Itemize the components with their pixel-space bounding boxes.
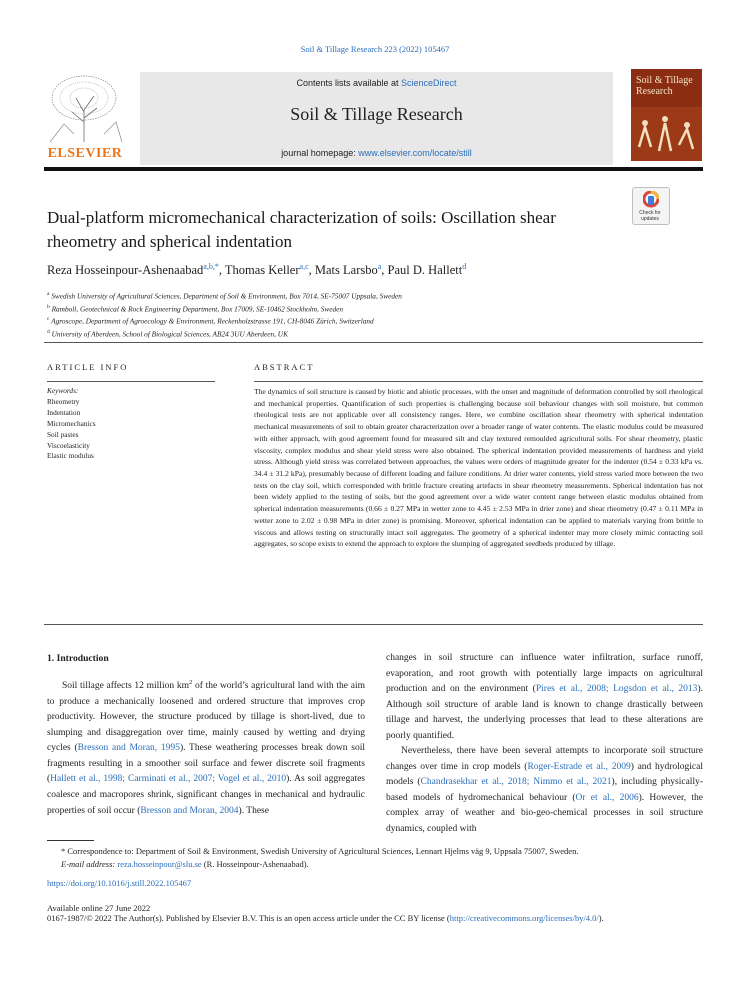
affiliation-text: University of Aberdeen, School of Biological Sciences, AB24 3UU Aberdeen, UK	[51, 329, 288, 339]
text-span: ). However, the complex array of weather and bio-geo-chemical processes in soil structure dynamics, coupled with	[386, 792, 703, 835]
affiliation-item	[47, 327, 707, 340]
abstract-rule	[254, 381, 703, 382]
journal-citation[interactable]: Soil & Tillage Research 223 (2022) 105467	[300, 44, 450, 54]
license-text: 0167-1987/© 2022 The Author(s). Published by Elsevier B.V. This is an open access article under the CC BY license (	[47, 913, 450, 923]
author-affiliation-marker[interactable]: a,c	[299, 262, 309, 271]
citation-link[interactable]: Roger-Estrade et al., 2009	[527, 761, 631, 772]
check-updates-label: Check for updates	[639, 210, 661, 222]
license-link[interactable]: http://creativecommons.org/licenses/by/4.0/	[449, 913, 599, 923]
available-online-date: Available online 27 June 2022	[47, 903, 151, 913]
affiliation-marker: c	[47, 316, 50, 323]
email-line	[47, 858, 703, 871]
header-rule	[44, 167, 703, 171]
footnote-rule	[47, 840, 94, 841]
citation-link[interactable]: Chandrasekhar et al., 2018; Nimmo et al., 2021	[420, 777, 612, 788]
affiliation-text: Agroscope, Department of Agroecology & Environment, Reckenholzstrasse 191, CH-8046 Zürich, Switzerland	[51, 316, 374, 326]
text-span: ), including physically-based models of hydromechanical behaviour (	[386, 777, 704, 803]
keyword-item: Rheometry	[47, 396, 80, 406]
affiliation-text: Ramboll, Geotechnical & Rock Engineering Department, Box 17009, SE-10462 Stockholm, Sweden	[51, 304, 343, 314]
text-span: ). These weathering processes break down soil fragments resulting in a smoother soil surface and fewer discrete soil fragments (	[47, 743, 366, 785]
homepage-link[interactable]: www.elsevier.com/locate/still	[358, 148, 472, 158]
email-link[interactable]: reza.hosseinpour@slu.se	[117, 859, 202, 869]
affiliation-list	[47, 289, 707, 340]
paragraph	[386, 651, 703, 744]
body-column-right	[386, 651, 703, 838]
article-info-heading: ARTICLE INFO	[47, 362, 129, 372]
journal-cover-image[interactable]	[631, 69, 702, 161]
affiliation-marker: d	[47, 329, 50, 336]
article-title: Dual-platform micromechanical characterization of soils: Oscillation shear rheometry and spherical indentation	[47, 208, 556, 251]
keyword-item: Soil pastes	[47, 429, 79, 439]
doi-link[interactable]: https://doi.org/10.1016/j.still.2022.105467	[47, 878, 192, 888]
citation-link[interactable]: Or et al., 2006	[575, 792, 639, 803]
affiliation-marker: b	[47, 303, 50, 310]
author-affiliation-marker[interactable]: d	[462, 262, 467, 271]
contents-prefix: Contents lists available at	[296, 78, 402, 88]
article-info-rule	[47, 381, 215, 382]
keyword-item: Micromechanics	[47, 418, 96, 428]
author-name[interactable]: Mats Larsbo	[314, 263, 378, 278]
email-suffix: (R. Hosseinpour-Ashenaabad).	[201, 859, 309, 869]
abstract-heading: ABSTRACT	[254, 362, 315, 372]
homepage-prefix: journal homepage:	[281, 148, 359, 158]
affiliation-item	[47, 314, 707, 327]
text-span: ) and hydrological models (	[386, 761, 703, 788]
license-text-end: ).	[598, 913, 604, 923]
keyword-item: Indentation	[47, 407, 81, 417]
author-name[interactable]: Thomas Keller	[224, 263, 300, 278]
text-span: ). Although soil structure of arable land is known to change drastically between tillage and harvest, the underlying processes that lead to these alterations are poorly quantified.	[386, 684, 703, 741]
author-list: Reza Hosseinpour-Ashenaabad$^{a,b,*}$, Thomas Keller$^{a,c}$, Mats Larsbo$^a$, Paul D. Hallett$^d$	[47, 262, 467, 278]
text-span: of the world’s agricultural land with the aim to produce a mechanically loosened and ordered structure that improves crop productivity. However, the structure produced by tillage is short-lived, due to slumping and disaggregation over time, mainly caused by wetting and drying cycles (	[47, 681, 366, 754]
text-span: Nevertheless, there have been several attempts to incorporate soil structure changes over time in crop models (	[386, 746, 703, 772]
cover-title: Soil & Tillage Research	[636, 75, 693, 97]
correspondence-text: * Correspondence to: Department of Soil & Environment, Swedish University of Agricultural Sciences, Lennart Hjelms väg 9, Uppsala 75007, Sweden.	[61, 846, 579, 856]
elsevier-wordmark: ELSEVIER	[47, 146, 123, 161]
affiliation-item	[47, 302, 707, 315]
citation-link[interactable]: Bresson and Moran, 2004	[140, 805, 239, 816]
abstract-text: The dynamics of soil structure is caused by biotic and abiotic processes, with the onset and magnitude of deformation controlled by soil rheological and mechanical properties. Quantification of such properties is challenging because soil behaviour changes with soil moisture, but common rheological tests are not applicable over all consistency ranges. Here, we combine oscillation shear rheometry with spherical indentation mechanical measurements of soil to obtain greater characterization over a broader range of water contents. The elastic modulus could be measured with either approach, with good agreement found for measured silt and clay textured remoulded agricultural soils. For shear rheometry, plastic viscosity, complex modulus and shear yield stress were also obtained. The spherical indentation provided measurements of hardness and yield stress. Although yield stress was correlated between approaches, the values were orders of magnitude greater for the indenter (0.54 ± 0.33 kPa vs. 34.4 ± 31.2 kPa), presumably because of different loading and failure conditions. At drier water contents, yield stress varied more between the two tests on the clay soil, which corresponded with brittle fracture creating artefacts in shear rheometry measurements. Spherical indentation has not been widely applied to the testing of soils, but the good agreement over a wide water content range between elastic modulus obtained from spherical indentation measurements (0.66 ± 0.27 MPa in wetter zone to 4.45 ± 2.53 MPa in drier zone) and shear rheometry (0.47 ± 0.11 MPa in wetter zone to 2.02 ± 0.98 MPa in drier zone) is promising. Moreover, spherical indentation can be applied to materials varying from brittle to viscous and allows testing on structurally intact soil aggregates. The geometry of a spherical indenter may more closely mimic contacting soil aggregates, so scope exists to extend the approach to explore the slumping of aggregated seedbeds produced by tillage.	[254, 387, 703, 549]
contents-line	[140, 78, 613, 88]
citation-link[interactable]: Hallett et al., 1998; Carminati et al., 2007; Vogel et al., 2010	[50, 774, 287, 785]
text-span: changes in soil structure can influence water infiltration, surface runoff, evaporation, and root growth with potentially large impacts on agricultural production and on the environment (	[386, 653, 703, 695]
paragraph	[47, 675, 365, 819]
text-span: Soil tillage affects 12 million km	[62, 681, 189, 692]
correspondence-footnote	[47, 845, 703, 871]
citation-link[interactable]: Pires et al., 2008; Logsdon et al., 2013	[535, 684, 698, 695]
author-affiliation-marker[interactable]: a,b,*	[203, 262, 219, 271]
paragraph	[386, 744, 703, 837]
keyword-item: Elastic modulus	[47, 451, 94, 461]
email-label: E-mail address:	[61, 859, 118, 869]
author-name[interactable]: Paul D. Hallett	[387, 263, 463, 278]
license-statement	[47, 913, 707, 923]
citation-link[interactable]: Bresson and Moran, 1995	[77, 743, 180, 754]
body-rule	[44, 624, 703, 625]
text-span: ). As soil aggregates coalesce and macropores shrink, significant changes in mechanical and hydraulic properties of soil occur (	[47, 774, 365, 816]
section-heading-introduction: 1. Introduction	[47, 653, 109, 664]
keywords-block	[47, 386, 217, 462]
affiliation-item	[47, 289, 707, 302]
section-rule	[44, 342, 703, 343]
journal-name: Soil & Tillage Research	[290, 104, 463, 124]
homepage-line	[140, 148, 613, 158]
body-column-left	[47, 675, 365, 819]
affiliation-marker: a	[47, 291, 50, 297]
superscript: 2	[188, 679, 193, 686]
keywords-label: Keywords:	[47, 386, 79, 395]
affiliation-text: Swedish University of Agricultural Sciences, Department of Soil & Environment, Box 7014, SE-75007 Uppsala, Sweden	[51, 291, 402, 301]
author-affiliation-marker[interactable]: a	[377, 262, 382, 271]
text-span: ). These	[238, 805, 269, 816]
author-name[interactable]: Reza Hosseinpour-Ashenaabad	[47, 263, 204, 278]
sciencedirect-link[interactable]: ScienceDirect	[401, 78, 457, 88]
keyword-item: Viscoelasticity	[47, 440, 90, 450]
